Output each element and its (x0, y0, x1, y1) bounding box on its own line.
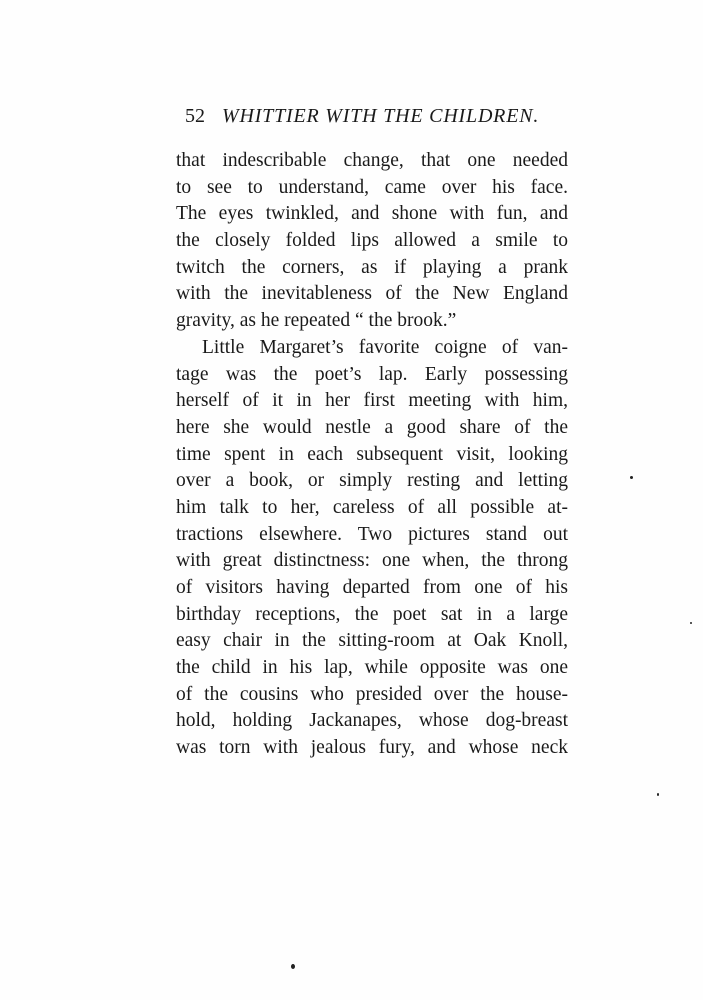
page-number: 52 (185, 105, 205, 127)
text-line: of visitors having departed from one of his (176, 577, 568, 598)
text-line: of the cousins who presided over the house- (176, 683, 568, 705)
running-head (185, 102, 560, 130)
scan-speck (630, 476, 633, 479)
text-line: him talk to her, careless of all possible at- (176, 496, 568, 518)
text-line: was torn with jealous fury, and whose neck (176, 737, 568, 759)
text-line: tage was the poet’s lap. Early possessing (176, 363, 568, 385)
scan-speck (657, 793, 659, 796)
scan-speck (690, 622, 692, 624)
text-line: time spent in each subsequent visit, looking (176, 443, 568, 465)
running-head-title: WHITTIER WITH THE CHILDREN. (222, 105, 540, 127)
text-line: that indescribable change, that one needed (176, 150, 568, 171)
text-line: twitch the corners, as if playing a prank (176, 256, 568, 278)
scan-speck (291, 964, 295, 969)
text-line: with great distinctness: one when, the throng (176, 550, 568, 572)
paragraph-start-line: Little Margaret’s favorite coigne of van- (202, 336, 568, 358)
text-line: easy chair in the sitting-room at Oak Knoll, (176, 630, 568, 652)
text-line: The eyes twinkled, and shone with fun, and (176, 203, 568, 225)
text-line: tractions elsewhere. Two pictures stand out (176, 523, 568, 545)
text-line: here she would nestle a good share of the (176, 416, 568, 438)
text-line: hold, holding Jackanapes, whose dog-breast (176, 710, 568, 732)
text-line: birthday receptions, the poet sat in a large (176, 603, 568, 625)
text-line: the child in his lap, while opposite was one (176, 657, 568, 679)
text-line: herself of it in her first meeting with him, (176, 390, 568, 412)
text-line: with the inevitableness of the New England (176, 283, 568, 305)
body-text (176, 148, 568, 762)
text-line: over a book, or simply resting and letting (176, 470, 568, 492)
paragraph-end-line: gravity, as he repeated “ the brook.” (176, 310, 457, 332)
text-line: the closely folded lips allowed a smile to (176, 230, 568, 252)
text-line: to see to understand, came over his face. (176, 176, 568, 198)
